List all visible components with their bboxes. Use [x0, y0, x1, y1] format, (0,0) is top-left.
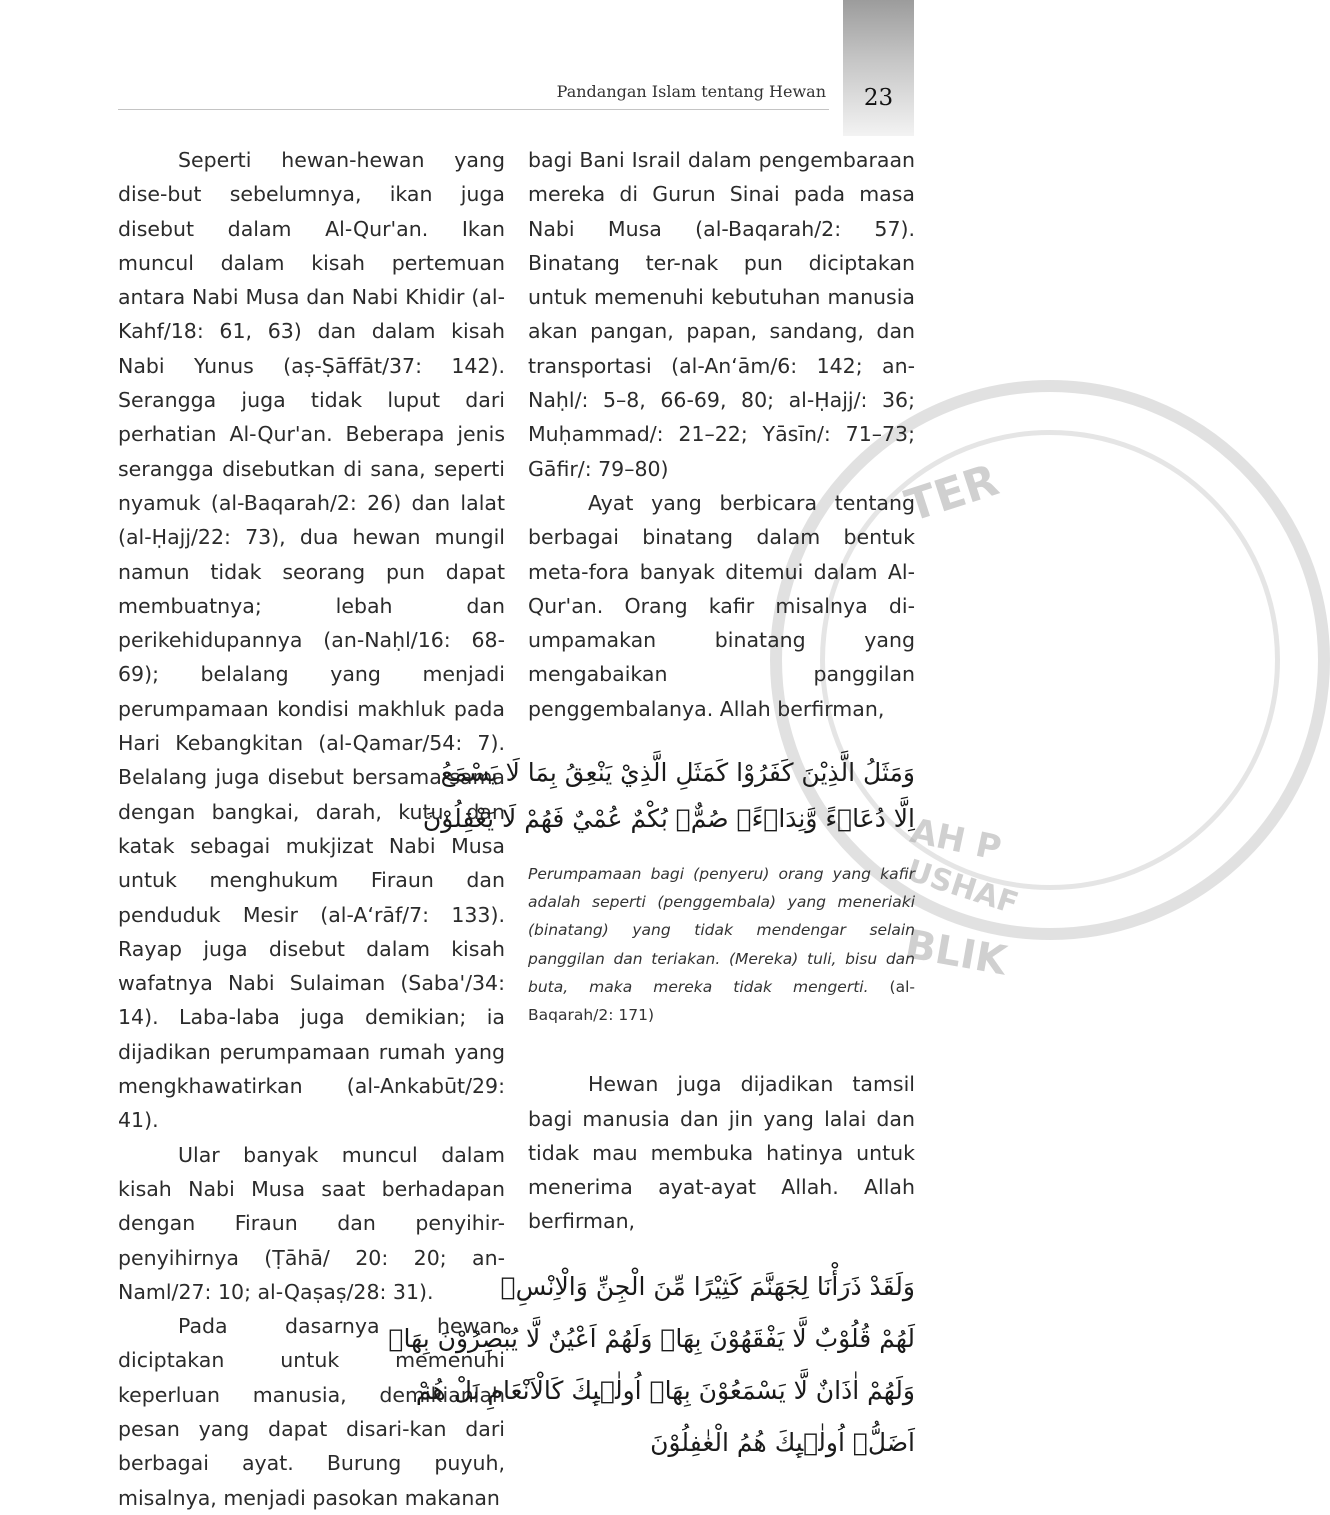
page-tab — [843, 0, 914, 136]
paragraph: Pada dasarnya hewan diciptakan untuk memenuhi keperluan manusia, demikianlah pesan yang dapat disari-kan dari berbagai ayat. Burung puyuh, misalnya, menjadi pasokan makanan — [118, 1314, 505, 1510]
verse-line: وَمَثَلُ الَّذِيْنَ كَفَرُوْا كَمَثَلِ الَّذِيْ يَنْعِقُ بِمَا لَا يَسْمَعُ — [440, 758, 915, 788]
verse-line: وَلَهُمْ اٰذَانٌ لَّا يَسْمَعُوْنَ بِهَاۗ اُولٰۤىِٕكَ كَالْاَنْعَامِ بَلْ هُمْ — [415, 1375, 915, 1405]
verse-line: اِلَّا دُعَاۤءً وَّنِدَاۤءًۗ صُمٌّۢ بُكْمٌ عُمْيٌ فَهُمْ لَا يَعْقِلُوْنَ — [422, 804, 915, 834]
watermark-text: AH P — [906, 810, 1005, 870]
watermark-text: TER — [899, 454, 1005, 533]
verse-line: لَهُمْ قُلُوْبٌ لَّا يَفْقَهُوْنَ بِهَاۖ وَلَهُمْ اَعْيُنٌ لَّا يُبْصِرُوْنَ بِهَاۖ — [388, 1323, 915, 1353]
paragraph: Seperti hewan-hewan yang dise-but sebelumnya, ikan juga disebut dalam Al-Qur'an. Ikan muncul dalam kisah pertemuan antara Nabi Musa dan Nabi Khidir (al-Kahf/18: 61, 63) dan dalam kisah Nabi Yunus (aṣ-Ṣāffāt/37: 142). Serangga juga tidak luput dari perhatian Al-Qur'an. Beberapa jenis serangga disebutkan di sana, seperti nyamuk (al-Baqarah/2: 26) dan lalat (al-Ḥajj/22: 73), dua hewan mungil namun tidak seorang pun dapat membuatnya; lebah dan perikehidupannya (an-Naḥl/16: 68-69); belalang yang menjadi perumpamaan kondisi makhluk pada Hari Kebangkitan (al-Qamar/54: 7). Belalang juga disebut bersama-sama dengan bangkai, darah, kutu, dan katak sebagai mukjizat Nabi Musa untuk menghukum Firaun dan penduduk Mesir (al-A‘rāf/7: 133). Rayap juga disebut dalam kisah wafatnya Nabi Sulaiman (Saba'/34: 14). Laba-laba juga demikian; ia dijadikan perumpamaan rumah yang mengkhawatirkan (al-Ankabūt/29: 41). — [118, 148, 505, 1133]
running-header: Pandangan Islam tentang Hewan — [556, 82, 826, 101]
translation-text: Perumpamaan bagi (penyeru) orang yang kafir adalah seperti (penggembala) yang meneriaki (binatang) yang tidak mendengar selain panggilan dan teriakan. (Mereka) tuli, bisu dan buta, maka mereka tidak mengerti. — [528, 865, 915, 996]
verse-line: وَلَقَدْ ذَرَأْنَا لِجَهَنَّمَ كَثِيْرًا مِّنَ الْجِنِّ وَالْاِنْسِۖ — [500, 1271, 915, 1301]
header-rule — [118, 109, 829, 110]
page-number: 23 — [863, 85, 894, 111]
paragraph: Ayat yang berbicara tentang berbagai binatang dalam bentuk meta-fora banyak ditemui dalam Al-Qur'an. Orang kafir misalnya di-umpamakan binatang yang mengabaikan panggilan penggembalanya. Allah berfirman, — [528, 490, 915, 721]
right-column — [388, 143, 915, 1469]
verse-translation — [528, 860, 915, 1029]
watermark-text: USHAF — [902, 853, 1023, 922]
verse-line: اَضَلُّۗ اُولٰۤىِٕكَ هُمُ الْغٰفِلُوْنَ — [650, 1427, 915, 1457]
paragraph: bagi Bani Israil dalam pengembaraan mereka di Gurun Sinai pada masa Nabi Musa (al-Baqarah/2: 57). Binatang ter-nak pun diciptakan untuk memenuhi kebutuhan manusia akan pangan, papan, sandang, dan transportasi (al-An‘ām/6: 142; an-Naḥl/: 5–8, 66-69, 80; al-Ḥajj/: 36; Muḥammad/: 21–22; Yāsīn/: 71–73; Gāfir/: 79–80) — [528, 148, 915, 481]
paragraph: Ular banyak muncul dalam kisah Nabi Musa saat berhadapan dengan Firaun dan penyihir-penyihirnya (Ṭāhā/ 20: 20; an-Naml/27: 10; al-Qaṣaṣ/28: 31). — [118, 1142, 505, 1304]
quran-verse — [388, 1261, 915, 1469]
quran-verse — [422, 750, 915, 842]
paragraph: Hewan juga dijadikan tamsil bagi manusia dan jin yang lalai dan tidak mau membuka hatinya untuk menerima ayat-ayat Allah. Allah berfirman, — [528, 1072, 915, 1234]
watermark-text: BLIK — [901, 921, 1011, 985]
verse-reference: (al-Baqarah/2: 171) — [528, 977, 915, 1025]
